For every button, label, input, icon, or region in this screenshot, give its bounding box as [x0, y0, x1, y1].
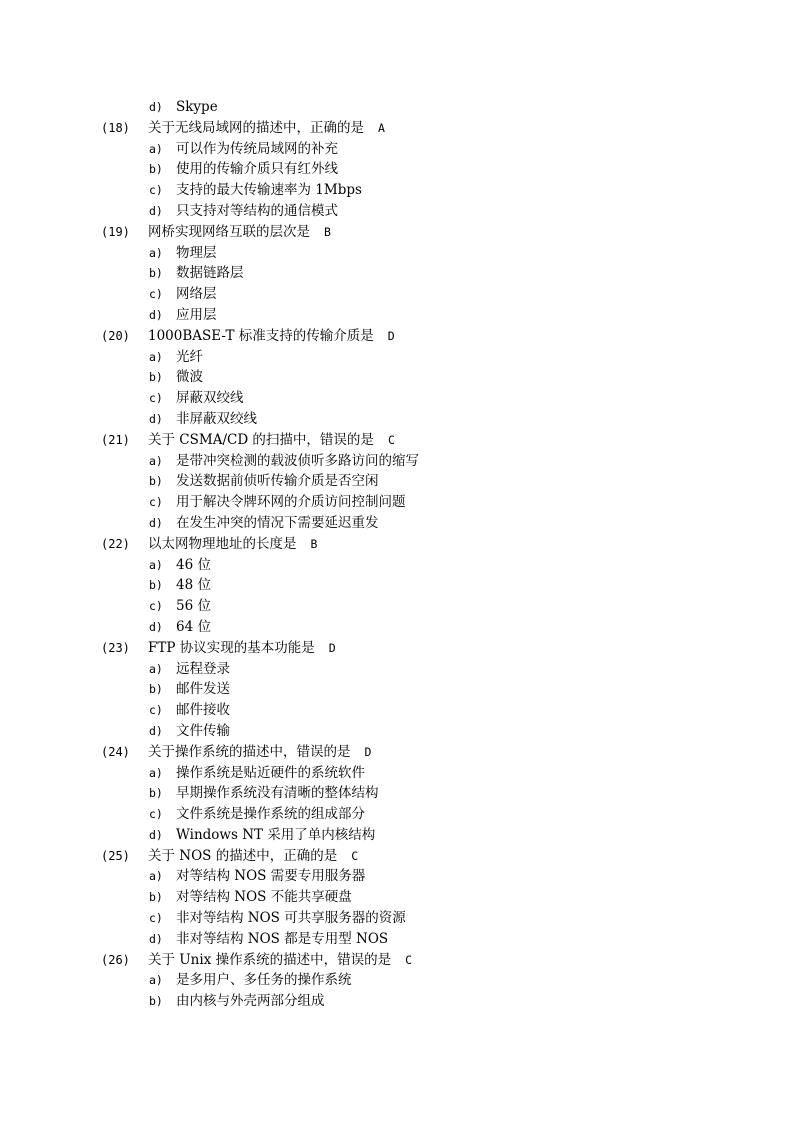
- question-text-group: [148, 638, 336, 659]
- option-letter: a): [149, 869, 163, 884]
- option-letter: a): [149, 661, 163, 676]
- option-text: 网络层: [176, 286, 217, 303]
- option-text: 文件系统是操作系统的组成部分: [176, 806, 365, 823]
- option-line: [0, 492, 794, 513]
- question-text: 关于操作系统的描述中，错误的是: [148, 743, 351, 760]
- option-line: [0, 243, 794, 264]
- question-text: 以太网物理地址的长度是: [148, 535, 297, 552]
- question-number: (21): [101, 432, 130, 447]
- option-text: Skype: [176, 99, 218, 115]
- option-text: 是多用户、多任务的操作系统: [176, 972, 352, 989]
- question-number: (19): [101, 224, 130, 239]
- option-text: 物理层: [176, 244, 217, 261]
- option-line: [0, 513, 794, 534]
- option-line: [0, 201, 794, 222]
- option-line: [0, 284, 794, 305]
- option-letter: c): [149, 911, 163, 926]
- option-line: [0, 388, 794, 409]
- option-letter: b): [149, 370, 163, 385]
- option-text: 对等结构 NOS 需要专用服务器: [176, 868, 366, 885]
- question-text-group: [148, 326, 395, 347]
- option-line: [0, 367, 794, 388]
- option-text: 64 位: [176, 618, 211, 635]
- option-line: [0, 804, 794, 825]
- question-number: (18): [101, 120, 130, 135]
- option-letter: a): [149, 765, 163, 780]
- option-line: [0, 180, 794, 201]
- option-line: [0, 471, 794, 492]
- option-letter: d): [149, 411, 163, 426]
- option-text: 用于解决令牌环网的介质访问控制问题: [176, 494, 406, 511]
- option-line: [0, 305, 794, 326]
- option-text: 在发生冲突的情况下需要延迟重发: [176, 514, 379, 531]
- option-line: [0, 700, 794, 721]
- option-letter: d): [149, 307, 163, 322]
- option-letter: d): [149, 827, 163, 842]
- question-line: [0, 326, 794, 347]
- option-letter: a): [149, 453, 163, 468]
- question-text-group: [148, 118, 385, 139]
- question-number: (24): [101, 744, 130, 759]
- question-text: 关于无线局域网的描述中，正确的是: [148, 119, 364, 136]
- option-line: [0, 347, 794, 368]
- option-letter: a): [149, 557, 163, 572]
- question-line: [0, 742, 794, 763]
- option-letter: a): [149, 973, 163, 988]
- option-letter: c): [149, 599, 163, 614]
- option-letter: c): [149, 703, 163, 718]
- answer-letter: C: [405, 952, 413, 967]
- option-text: Windows NT 采用了单内核结构: [176, 826, 376, 843]
- option-letter: a): [149, 245, 163, 260]
- option-line: [0, 159, 794, 180]
- option-text: 应用层: [176, 306, 217, 323]
- option-line: [0, 866, 794, 887]
- option-text: 非对等结构 NOS 都是专用型 NOS: [176, 930, 389, 947]
- option-text: 对等结构 NOS 不能共享硬盘: [176, 889, 352, 906]
- option-line: [0, 908, 794, 929]
- answer-letter: B: [310, 536, 318, 551]
- option-text: 可以作为传统局域网的补充: [176, 140, 338, 157]
- question-text-group: [148, 222, 331, 243]
- answer-letter: C: [387, 432, 395, 447]
- question-line: [0, 534, 794, 555]
- option-letter: b): [149, 786, 163, 801]
- option-text: 文件传输: [176, 722, 230, 739]
- option-text: 远程登录: [176, 660, 230, 677]
- question-text: 1000BASE-T 标准支持的传输介质是: [148, 327, 374, 344]
- option-letter: c): [149, 495, 163, 510]
- option-letter: b): [149, 994, 163, 1009]
- answer-letter: C: [351, 848, 359, 863]
- option-text: 光纤: [176, 348, 203, 365]
- option-letter: a): [149, 349, 163, 364]
- question-text: 关于 NOS 的描述中，正确的是: [148, 847, 338, 864]
- option-text: 操作系统是贴近硬件的系统软件: [176, 764, 365, 781]
- option-text: 非对等结构 NOS 可共享服务器的资源: [176, 910, 406, 927]
- option-text: 邮件发送: [176, 681, 230, 698]
- question-text: FTP 协议实现的基本功能是: [148, 639, 315, 656]
- question-number: (22): [101, 536, 130, 551]
- option-line: [0, 763, 794, 784]
- option-text: 早期操作系统没有清晰的整体结构: [176, 785, 379, 802]
- option-line: [0, 139, 794, 160]
- option-line: [0, 783, 794, 804]
- option-letter: b): [149, 266, 163, 281]
- option-line: [0, 991, 794, 1012]
- option-text: 非屏蔽双绞线: [176, 410, 257, 427]
- question-number: (26): [101, 952, 130, 967]
- option-letter: d): [149, 203, 163, 218]
- question-line: [0, 846, 794, 867]
- option-line: [0, 409, 794, 430]
- question-text-group: [148, 742, 371, 763]
- question-number: (20): [101, 328, 130, 343]
- option-letter: c): [149, 287, 163, 302]
- option-line: [0, 721, 794, 742]
- option-text: 微波: [176, 369, 203, 386]
- question-line: [0, 430, 794, 451]
- answer-letter: B: [324, 224, 331, 239]
- option-letter: b): [149, 682, 163, 697]
- question-number: (25): [101, 848, 130, 863]
- option-letter: c): [149, 807, 163, 822]
- option-line: [0, 555, 794, 576]
- option-line: [0, 617, 794, 638]
- answer-letter: D: [328, 640, 336, 655]
- option-line: [0, 825, 794, 846]
- option-letter: d): [149, 723, 163, 738]
- option-text: 是带冲突检测的载波侦听多路访问的缩写: [176, 452, 419, 469]
- option-text: 48 位: [176, 577, 211, 594]
- option-text: 支持的最大传输速率为 1Mbps: [176, 182, 362, 199]
- option-letter: b): [149, 162, 163, 177]
- option-text: 只支持对等结构的通信模式: [176, 202, 338, 219]
- option-line: [0, 97, 794, 118]
- question-text: 关于 CSMA/CD 的扫描中，错误的是: [148, 431, 374, 448]
- option-text: 46 位: [176, 556, 211, 573]
- option-line: [0, 575, 794, 596]
- option-letter: d): [149, 619, 163, 634]
- option-text: 发送数据前侦听传输介质是否空闲: [176, 473, 379, 490]
- option-text: 邮件接收: [176, 702, 230, 719]
- option-letter: b): [149, 474, 163, 489]
- option-text: 使用的传输介质只有红外线: [176, 161, 338, 178]
- option-line: [0, 263, 794, 284]
- answer-letter: A: [378, 120, 385, 135]
- question-text-group: [148, 430, 395, 451]
- option-line: [0, 970, 794, 991]
- question-number: (23): [101, 640, 130, 655]
- option-text: 屏蔽双绞线: [176, 390, 244, 407]
- question-line: [0, 118, 794, 139]
- question-text-group: [148, 950, 412, 971]
- question-line: [0, 950, 794, 971]
- question-text-group: [148, 534, 317, 555]
- option-letter: a): [149, 141, 163, 156]
- option-letter: c): [149, 183, 163, 198]
- option-letter: d): [149, 515, 163, 530]
- option-letter: b): [149, 890, 163, 905]
- question-text: 网桥实现网络互联的层次是: [148, 223, 310, 240]
- document-page: [0, 97, 794, 1012]
- answer-letter: D: [364, 744, 372, 759]
- option-text: 由内核与外壳两部分组成: [176, 993, 325, 1010]
- option-letter: d): [149, 931, 163, 946]
- option-letter: d): [149, 100, 163, 114]
- option-letter: c): [149, 391, 163, 406]
- question-line: [0, 638, 794, 659]
- answer-letter: D: [387, 328, 395, 343]
- option-text: 数据链路层: [176, 265, 244, 282]
- option-line: [0, 887, 794, 908]
- question-text: 关于 Unix 操作系统的描述中，错误的是: [148, 951, 392, 968]
- option-line: [0, 596, 794, 617]
- option-line: [0, 679, 794, 700]
- option-line: [0, 451, 794, 472]
- question-text-group: [148, 846, 358, 867]
- question-line: [0, 222, 794, 243]
- option-line: [0, 659, 794, 680]
- option-letter: b): [149, 578, 163, 593]
- option-line: [0, 929, 794, 950]
- option-text: 56 位: [176, 598, 211, 615]
